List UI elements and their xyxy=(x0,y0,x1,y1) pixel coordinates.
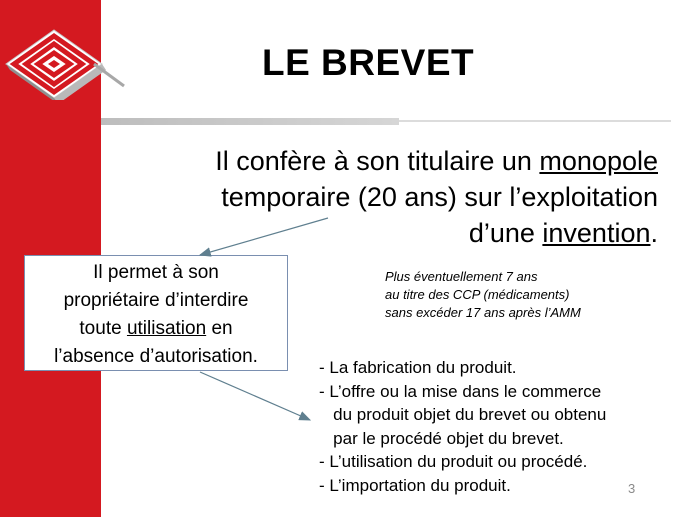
box-line-1: Il permet à son xyxy=(93,262,219,283)
box-text: en xyxy=(206,318,233,339)
main-statement-text: d’une xyxy=(468,218,543,248)
main-statement-underlined-monopole: monopole xyxy=(539,146,658,176)
main-statement-text: Il confère à son titulaire un xyxy=(215,146,540,176)
box-text: toute xyxy=(79,318,127,339)
slide-title: LE BREVET xyxy=(262,42,475,83)
arrow-to-box xyxy=(200,218,328,255)
main-statement-text: . xyxy=(650,218,658,248)
arrow-to-list xyxy=(200,372,310,420)
box-line-2: propriétaire d’interdire xyxy=(63,290,249,311)
note-line-2: au titre des CCP (médicaments) xyxy=(385,287,570,302)
main-statement-underlined-invention: invention xyxy=(542,218,651,248)
list-item: - L’utilisation du produit ou procédé. xyxy=(319,452,588,471)
main-statement-line-2: temporaire (20 ans) sur l’exploitation xyxy=(221,182,658,212)
note-line-3: sans excéder 17 ans après l’AMM xyxy=(385,305,581,320)
box-underlined-utilisation: utilisation xyxy=(126,318,207,339)
list-item: - L’offre ou la mise dans le commerce xyxy=(319,381,602,401)
box-line-4: l’absence d’autorisation. xyxy=(54,346,258,367)
list-item: - La fabrication du produit. xyxy=(319,358,517,377)
note-line-1: Plus éventuellement 7 ans xyxy=(385,269,538,284)
list-item: par le procédé objet du brevet. xyxy=(319,428,564,448)
page-number: 3 xyxy=(628,481,636,496)
list-item: du produit objet du brevet ou obtenu xyxy=(319,405,607,424)
list-item: - L’importation du produit. xyxy=(319,475,511,495)
